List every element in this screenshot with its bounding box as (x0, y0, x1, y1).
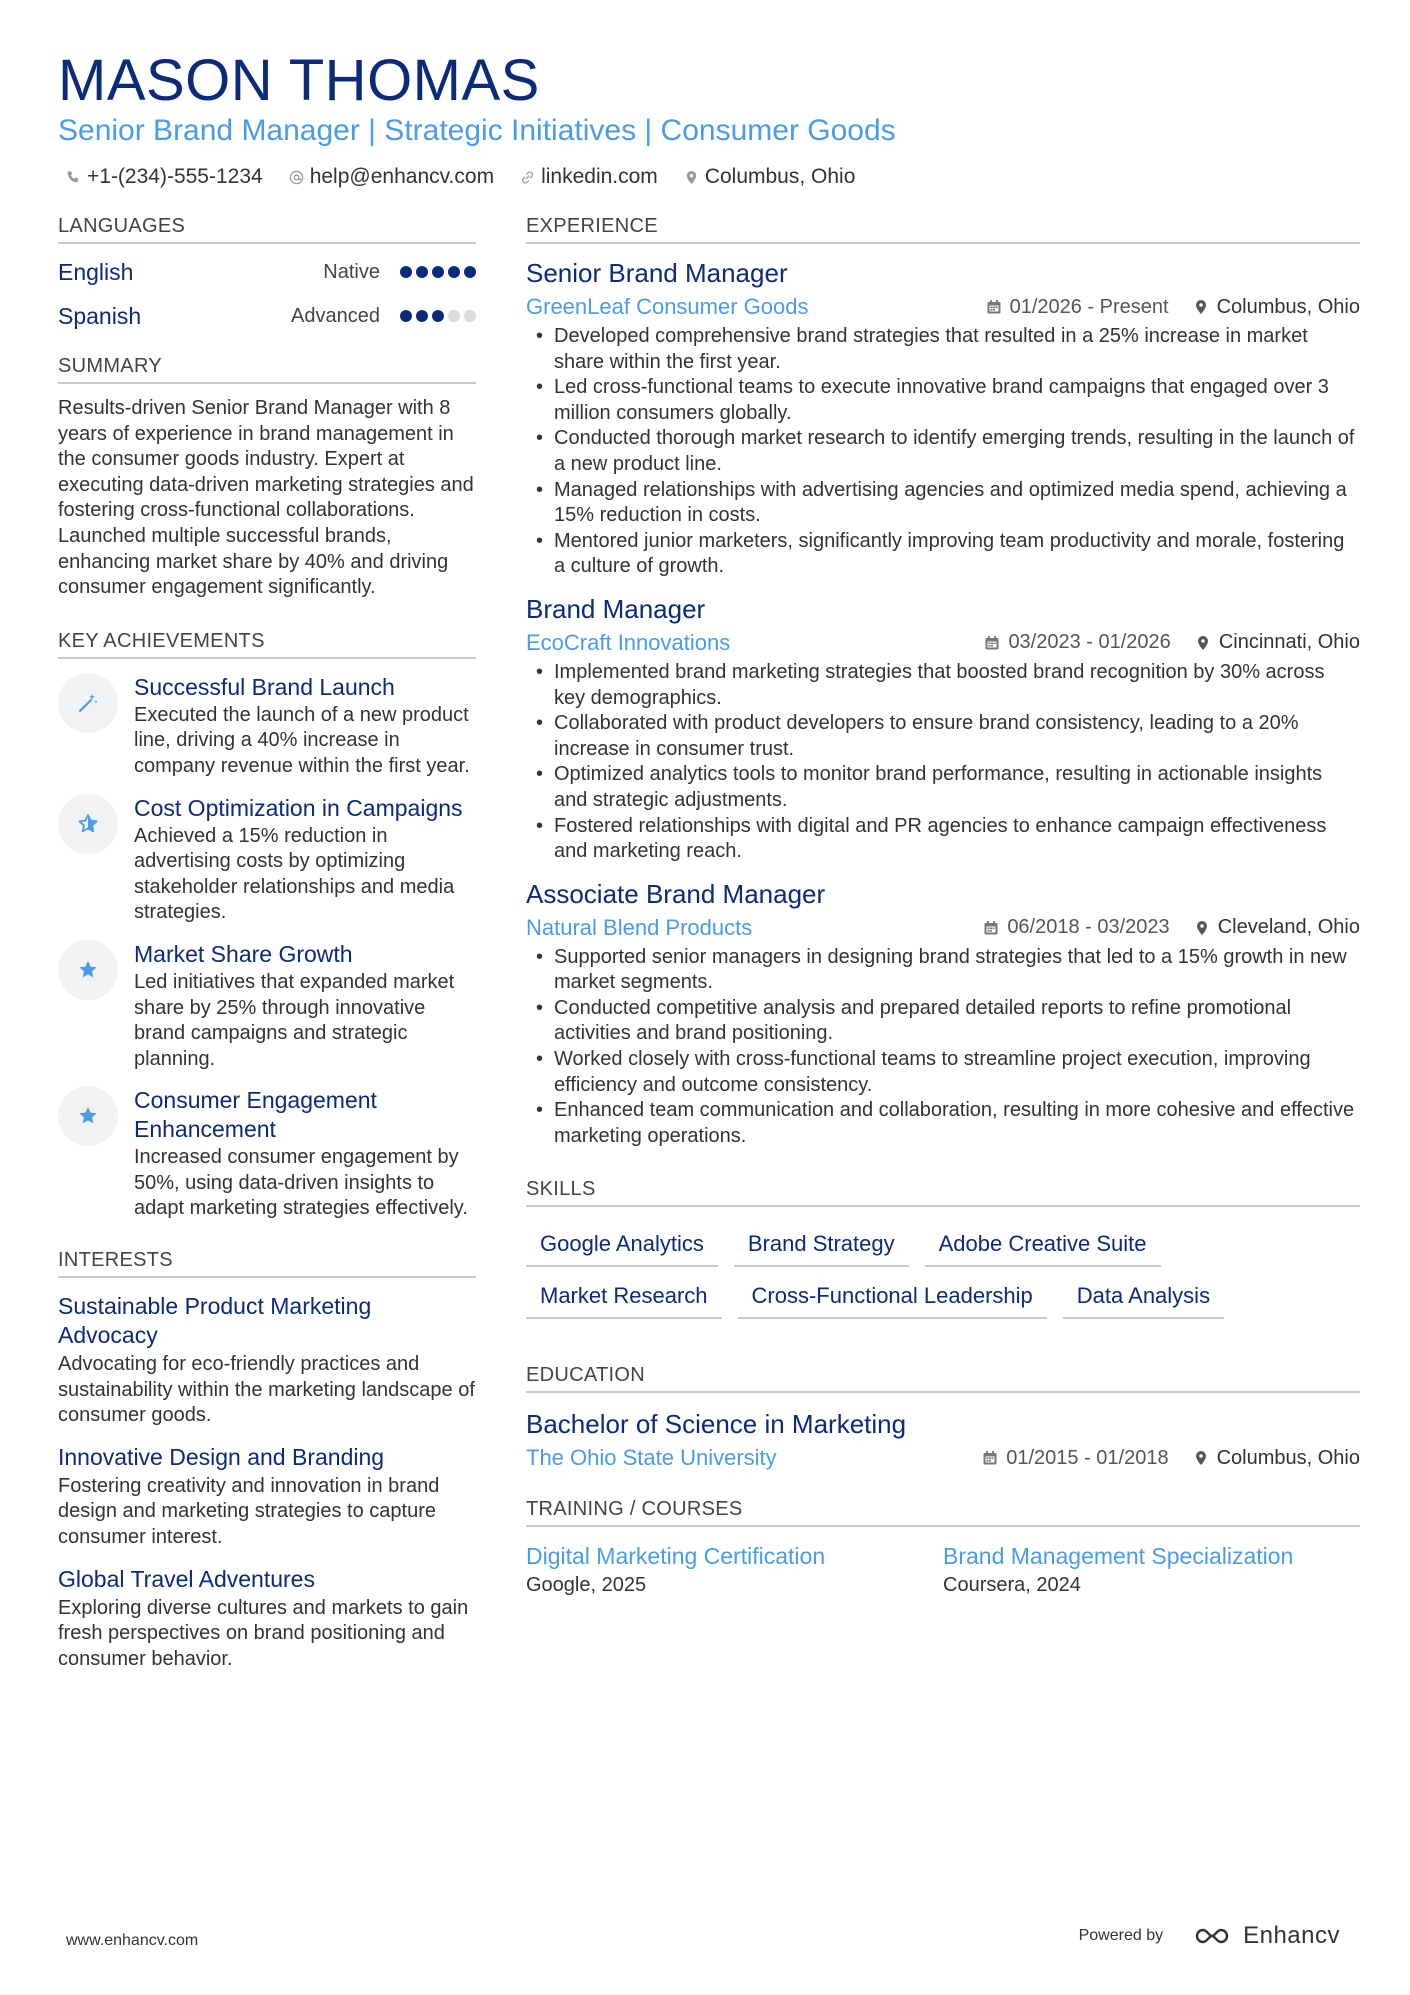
job-bullet: • Led cross-functional teams to execute innovative brand campaigns that engaged over 3 million consumers globally. (526, 375, 1360, 426)
language-rating (396, 266, 476, 278)
language-name: Spanish (58, 302, 142, 329)
link-icon (520, 170, 535, 185)
education-location-text: Columbus, Ohio (1216, 1446, 1360, 1469)
achievement-desc: Led initiatives that expanded market share by 25% through innovative brand campaigns and strategic planning. (134, 970, 455, 1070)
job-company: Natural Blend Products (526, 914, 753, 940)
interest-item (58, 1443, 476, 1551)
summary-heading: SUMMARY (58, 352, 476, 384)
rating-dot-filled (464, 266, 476, 278)
rating-dot-filled (448, 266, 460, 278)
location-pin-icon (1194, 920, 1210, 936)
skill-tag: Adobe Creative Suite (925, 1219, 1161, 1267)
calendar-icon (984, 635, 1000, 651)
skills-list (526, 1215, 1360, 1319)
job-location-text: Cincinnati, Ohio (1218, 631, 1360, 654)
achievement-title: Consumer Engagement Enhancement (134, 1087, 377, 1143)
star-icon (58, 1086, 118, 1146)
job-bullet: • Conducted thorough market research to identify emerging trends, resulting in the launch of a new product line. (526, 426, 1360, 477)
headline: Senior Brand Manager | Strategic Initiatives | Consumer Goods (58, 114, 896, 147)
interest-item (58, 1565, 476, 1673)
job-bullets (526, 660, 1360, 865)
rating-dot-filled (416, 310, 428, 322)
language-level: Advanced (291, 304, 380, 327)
education-meta (526, 1441, 1360, 1475)
job-dates-text: 01/2026 - Present (1009, 295, 1169, 318)
contact-linkedin[interactable] (520, 165, 658, 189)
email-text: help@enhancv.com (309, 165, 495, 188)
course-title: Digital Marketing Certification (526, 1543, 826, 1570)
language-item (58, 250, 476, 294)
interest-desc: Advocating for eco-friendly practices and sustainability within the marketing landscape of consumer goods. (58, 1353, 475, 1427)
job-bullet: • Worked closely with cross-functional teams to streamline project execution, improving efficiency and outcome consistency. (526, 1047, 1360, 1098)
location-pin-icon (684, 170, 699, 185)
job-dates-text: 06/2018 - 03/2023 (1007, 916, 1170, 939)
achievement-desc: Increased consumer engagement by 50%, using data-driven insights to adapt marketing strategies effectively. (134, 1146, 468, 1220)
skill-tag: Market Research (526, 1271, 722, 1319)
linkedin-text: linkedin.com (541, 165, 658, 188)
achievement-desc: Executed the launch of a new product line, driving a 40% increase in company revenue within the first year. (134, 703, 470, 777)
interests-heading: INTERESTS (58, 1246, 476, 1278)
achievement-item (58, 1086, 476, 1222)
at-icon (289, 170, 304, 185)
job-meta (526, 626, 1360, 660)
rating-dot-filled (416, 266, 428, 278)
job-location-text: Cleveland, Ohio (1217, 916, 1360, 939)
job-bullet: • Developed comprehensive brand strategies that resulted in a 25% increase in market share within the first year. (526, 324, 1360, 375)
course-item (943, 1541, 1360, 1599)
language-level: Native (323, 260, 380, 283)
interests-list (58, 1292, 476, 1672)
skills-heading: SKILLS (526, 1175, 1360, 1207)
job-meta (526, 290, 1360, 324)
interest-title: Global Travel Adventures (58, 1565, 315, 1592)
job-dates (984, 631, 1170, 654)
star-outline-icon (58, 794, 118, 854)
job-company: GreenLeaf Consumer Goods (526, 294, 809, 319)
rating-dot-empty (448, 310, 460, 322)
job-bullet: • Enhanced team communication and collaboration, resulting in more cohesive and effective marketing operations. (526, 1098, 1360, 1149)
interest-desc: Exploring diverse cultures and markets to gain fresh perspectives on brand positioning and consumer behavior. (58, 1596, 469, 1670)
courses-list (526, 1541, 1360, 1599)
rating-dot-filled (432, 310, 444, 322)
languages-heading: LANGUAGES (58, 212, 476, 244)
achievement-title: Market Share Growth (134, 940, 353, 967)
rating-dot-filled (432, 266, 444, 278)
job-bullet: • Optimized analytics tools to monitor brand performance, resulting in actionable insights and strategic adjustments. (526, 762, 1360, 813)
achievement-title: Successful Brand Launch (134, 673, 395, 700)
interest-title: Innovative Design and Branding (58, 1443, 385, 1470)
job-bullet: • Supported senior managers in designing brand strategies that led to a 15% growth in new market segments. (526, 945, 1360, 996)
course-provider: Coursera, 2024 (943, 1574, 1081, 1597)
job-location-text: Columbus, Ohio (1216, 295, 1360, 318)
job-company: EcoCraft Innovations (526, 629, 731, 655)
left-column (58, 212, 476, 1672)
achievement-title: Cost Optimization in Campaigns (134, 794, 463, 821)
interest-title: Sustainable Product Marketing Advocacy (58, 1293, 372, 1349)
job-dates (983, 916, 1169, 939)
education-location (1193, 1447, 1360, 1470)
education-school: The Ohio State University (526, 1445, 777, 1471)
phone-icon (66, 170, 81, 185)
calendar-icon (982, 1450, 998, 1466)
job-location (1195, 631, 1360, 654)
contact-email[interactable] (289, 165, 494, 189)
rating-dot-empty (464, 310, 476, 322)
summary-text: Results-driven Senior Brand Manager with 8 years of experience in brand management in the consumer goods industry. Expert at executing data-driven marketing strategies and fostering cross-functional collaborations. Launched multiple successful brands, enhancing market share by 40% and driving consumer engagement significantly. (58, 397, 474, 599)
job-bullets (526, 324, 1360, 580)
job-meta (526, 911, 1360, 945)
contact-phone[interactable] (66, 165, 263, 189)
calendar-icon (986, 299, 1002, 315)
job-dates-text: 03/2023 - 01/2026 (1008, 631, 1171, 654)
location-pin-icon (1193, 1450, 1209, 1466)
job-location (1194, 916, 1360, 939)
language-rating (396, 310, 476, 322)
experience-list (526, 256, 1360, 1149)
enhancv-logo[interactable] (1189, 1922, 1340, 1950)
skill-tag: Data Analysis (1063, 1271, 1224, 1319)
contact-bar (66, 162, 881, 192)
job-title: Brand Manager (526, 593, 706, 624)
rating-dot-filled (400, 310, 412, 322)
location-text: Columbus, Ohio (704, 165, 856, 188)
job-bullet: • Conducted competitive analysis and prepared detailed reports to refine promotional activities and brand positioning. (526, 996, 1360, 1047)
location-pin-icon (1195, 635, 1211, 651)
job-bullet: • Fostered relationships with digital and PR agencies to enhance campaign effectiveness and marketing reach. (526, 814, 1360, 865)
candidate-name: MASON THOMAS (58, 48, 540, 113)
job-dates (986, 296, 1169, 319)
footer-branding (1079, 1922, 1340, 1950)
enhancv-wordmark: Enhancv (1243, 1922, 1340, 1949)
job-bullet: • Implemented brand marketing strategies that boosted brand recognition by 30% across key demographics. (526, 660, 1360, 711)
magic-wand-icon (58, 673, 118, 733)
achievements-heading: KEY ACHIEVEMENTS (58, 627, 476, 659)
location-pin-icon (1193, 299, 1209, 315)
job-title: Senior Brand Manager (526, 258, 788, 288)
job-entry (526, 256, 1360, 580)
job-bullet: • Managed relationships with advertising agencies and optimized media spend, achieving a 15% reduction in costs. (526, 478, 1360, 529)
contact-location (684, 165, 856, 189)
interest-desc: Fostering creativity and innovation in brand design and marketing strategies to capture consumer interest. (58, 1474, 440, 1549)
right-column (526, 212, 1360, 1599)
education-degree: Bachelor of Science in Marketing (526, 1409, 907, 1440)
achievement-desc: Achieved a 15% reduction in advertising costs by optimizing stakeholder relationships and media strategies. (134, 824, 455, 924)
job-bullet: • Collaborated with product developers to ensure brand consistency, leading to a 20% increase in consumer trust. (526, 711, 1360, 762)
language-name: English (58, 258, 134, 285)
job-bullet: • Mentored junior marketers, significantly improving team productivity and morale, fostering a culture of growth. (526, 529, 1360, 580)
job-entry (526, 877, 1360, 1150)
phone-text: +1-(234)-555-1234 (87, 165, 263, 188)
achievement-item (58, 940, 476, 1072)
rating-dot-filled (400, 266, 412, 278)
education-dates (982, 1447, 1168, 1470)
enhancv-logo-icon (1189, 1924, 1235, 1948)
education-dates-text: 01/2015 - 01/2018 (1006, 1446, 1169, 1469)
job-entry (526, 592, 1360, 865)
education-heading: EDUCATION (526, 1361, 1360, 1393)
course-title: Brand Management Specialization (943, 1543, 1294, 1570)
job-title: Associate Brand Manager (526, 878, 826, 909)
training-heading: TRAINING / COURSES (526, 1495, 1360, 1527)
skill-tag: Brand Strategy (734, 1219, 909, 1267)
powered-by-text: Powered by (1078, 1927, 1164, 1944)
language-item (58, 294, 476, 338)
course-provider: Google, 2025 (526, 1574, 647, 1597)
skill-tag: Cross-Functional Leadership (738, 1271, 1047, 1319)
calendar-icon (983, 920, 999, 936)
skill-tag: Google Analytics (526, 1219, 718, 1267)
footer-website[interactable]: www.enhancv.com (66, 1932, 199, 1949)
experience-heading: EXPERIENCE (526, 212, 1360, 244)
star-icon (58, 940, 118, 1000)
job-location (1193, 296, 1360, 319)
achievement-item (58, 794, 476, 926)
interest-item (58, 1292, 476, 1429)
course-item (526, 1541, 943, 1599)
achievement-item (58, 673, 476, 780)
languages-list (58, 250, 476, 338)
job-bullets (526, 945, 1360, 1150)
achievements-list (58, 673, 476, 1222)
